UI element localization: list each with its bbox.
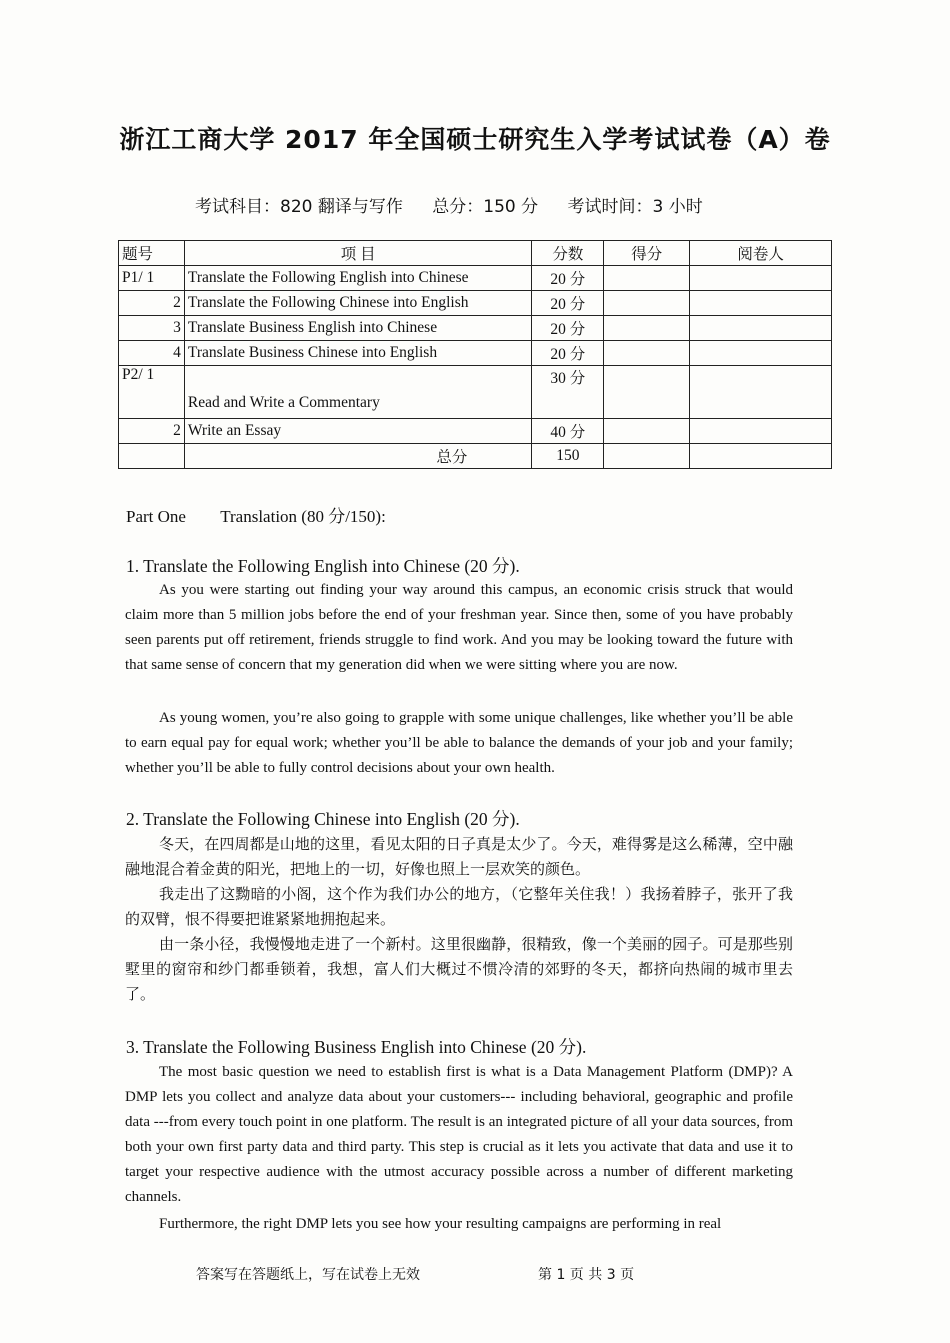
row-score: 20 分 [532,291,604,316]
header-obtained: 得分 [604,241,690,266]
row-item: Translate Business English into Chinese [184,316,532,341]
table-row [119,366,832,419]
question-3-paragraph-1: The most basic question we need to establish first is what is a Data Management Platform (DMP)? A DMP lets you collect and analyze data about your customers--- including behavioral, geographic and profile data ---from every touch point in one platform. The result is an integrated picture of all your data sources, from both your own first party data and third party. This step is crucial as it lets you activate that data and use it to target your respective audience with the utmost accuracy possible across a number of different marketing channels. [125,1064,793,1205]
row-item: Read and Write a Commentary [184,366,532,419]
score-table [118,240,832,469]
question-3-paragraph-2: Furthermore, the right DMP lets you see how your resulting campaigns are performing in real [159,1216,722,1232]
table-row [119,316,832,341]
row-score: 40 分 [532,419,604,444]
row-item: Translate Business Chinese into English [184,341,532,366]
row-obtained [604,366,690,419]
row-item: Translate the Following Chinese into English [184,291,532,316]
row-obtained [604,316,690,341]
row-number: 2 [119,419,185,444]
row-number: 3 [119,316,185,341]
header-grader: 阅卷人 [690,241,832,266]
row-number: P2/ 1 [119,366,185,419]
table-row [119,291,832,316]
question-1-heading: 1. Translate the Following English into Chinese (20 分). [126,556,520,576]
total-value: 150 [532,444,604,469]
question-1-paragraph-1: As you were starting out finding your way around this campus, an economic crisis struck that would claim more than 5 million jobs before the end of your freshman year. Since then, some of you have probably seen parents put off retirement, friends struggle to find work. And you may be looking toward the future with that same sense of concern that my generation did when we were sitting where you are now. [125,582,793,673]
footer-page-number: 第 1 页 共 3 页 [538,1267,635,1283]
row-grader [690,291,832,316]
question-2-paragraph-2: 我走出了这黝暗的小阁，这个作为我们办公的地方，（它整年关住我！）我扬着脖子，张开了我的双臂，恨不得要把谁紧紧地拥抱起来。 [125,885,793,928]
row-item: Translate the Following English into Chinese [184,266,532,291]
exam-time: 考试时间：3 小时 [567,197,703,217]
question-2-heading: 2. Translate the Following Chinese into English (20 分). [126,809,520,829]
total-obtained [604,444,690,469]
part-label: Part One [126,507,186,526]
row-obtained [604,341,690,366]
row-score: 20 分 [532,341,604,366]
row-obtained [604,419,690,444]
part-title: Translation (80 分/150): [220,507,386,526]
table-total-row [119,444,832,469]
footer-note: 答案写在答题纸上，写在试卷上无效 [196,1267,420,1283]
exam-title: 浙江工商大学 2017 年全国硕士研究生入学考试试卷（A）卷 [119,125,831,154]
row-obtained [604,266,690,291]
row-number: 4 [119,341,185,366]
row-score: 20 分 [532,316,604,341]
row-number: 2 [119,291,185,316]
table-row [119,266,832,291]
part-one-heading [126,502,386,527]
row-score: 30 分 [532,366,604,419]
question-2-paragraph-1: 冬天，在四周都是山地的这里，看见太阳的日子真是太少了。今天，难得雾是这么稀薄，空中融融地混合着金黄的阳光，把地上的一切，好像也照上一层欢笑的颜色。 [125,835,793,878]
question-2-paragraph-3: 由一条小径，我慢慢地走进了一个新村。这里很幽静，很精致，像一个美丽的园子。可是那些别墅里的窗帘和纱门都垂锁着，我想，富人们大概过不惯冷清的郊野的冬天，都挤向热闹的城市里去了。 [125,935,793,1003]
total-label: 总分 [184,444,532,469]
exam-total: 总分：150 分 [432,197,539,217]
row-grader [690,419,832,444]
total-blank [119,444,185,469]
row-item: Write an Essay [184,419,532,444]
row-grader [690,366,832,419]
exam-info [195,192,727,217]
header-item: 项 目 [184,241,532,266]
row-score: 20 分 [532,266,604,291]
row-obtained [604,291,690,316]
total-grader [690,444,832,469]
row-grader [690,316,832,341]
table-row [119,341,832,366]
header-score: 分数 [532,241,604,266]
question-3-heading: 3. Translate the Following Business English into Chinese (20 分). [126,1037,587,1057]
header-number: 题号 [119,241,185,266]
row-number: P1/ 1 [119,266,185,291]
row-grader [690,341,832,366]
table-row [119,419,832,444]
question-1-paragraph-2: As young women, you’re also going to grapple with some unique challenges, like whether you’ll be able to earn equal pay for equal work; whether you’ll be able to balance the demands of your job and your family; whether you’ll be able to fully control decisions about your own health. [125,710,793,776]
table-header-row [119,241,832,266]
exam-subject: 考试科目：820 翻译与写作 [195,197,403,217]
row-grader [690,266,832,291]
